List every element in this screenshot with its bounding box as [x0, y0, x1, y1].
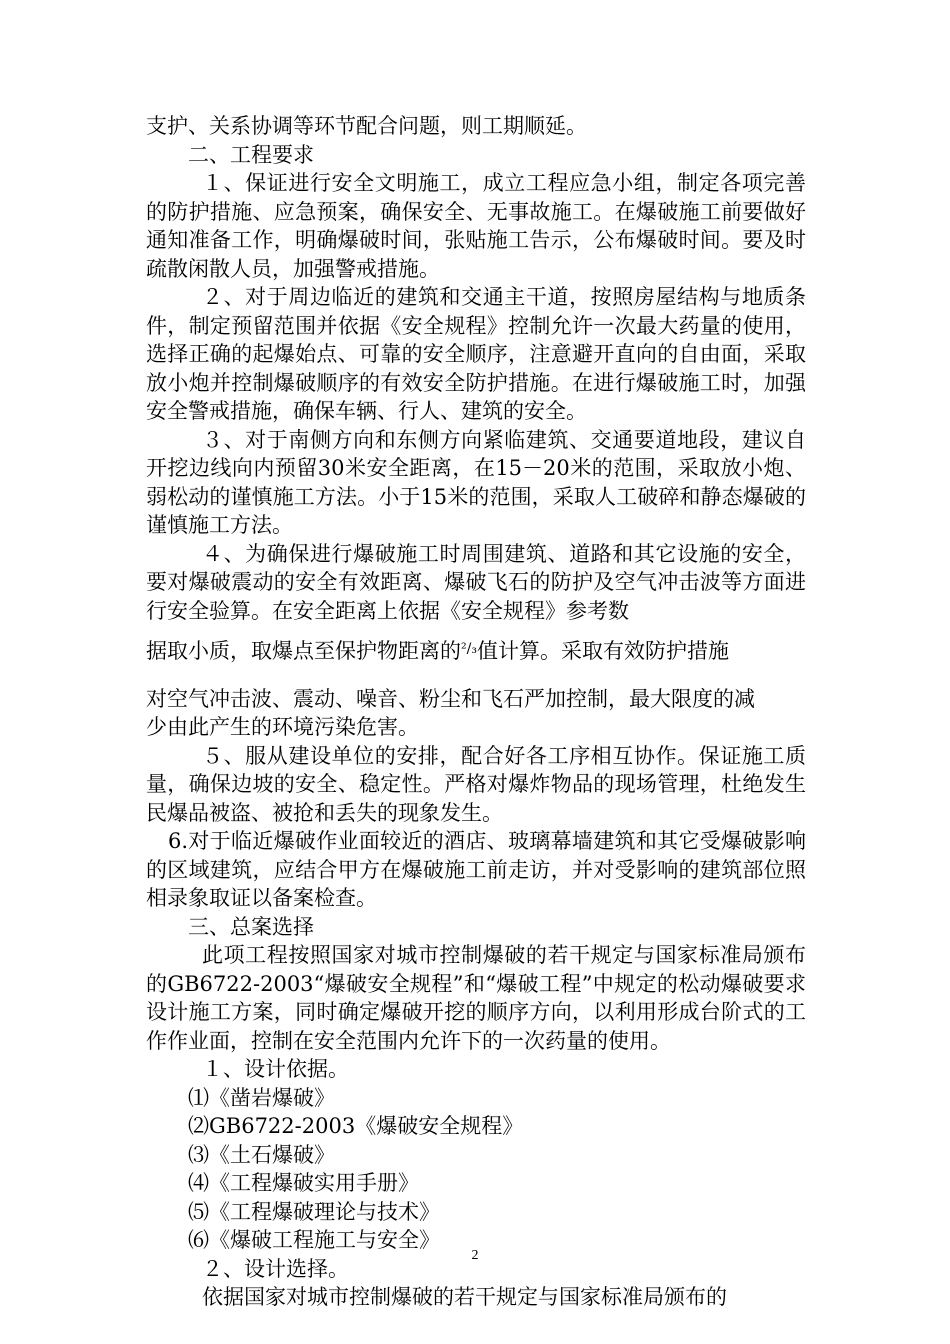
paragraph-requirement-4-fraction-line	[146, 625, 806, 675]
paragraph-plan-selection: 此项工程按照国家对城市控制爆破的若干规定与国家标准局颁布的GB6722-2003“爆破安全规程”和“爆破工程”中规定的松动爆破要求设计施工方案，同时确定爆破开挖的顺序方向，以利用形成台阶式的工作作业面，控制在安全范围内允许下的一次药量的使用。	[146, 943, 806, 1053]
reference-item: ⑶《土石爆破》	[188, 1142, 335, 1167]
reference-item: ⑸《工程爆破理论与技术》	[188, 1199, 440, 1224]
paragraph-line: 支护、关系协调等环节配合问题，则工期顺延。	[146, 114, 587, 138]
paragraph-requirement-3: ３、对于南侧方向和东侧方向紧临建筑、交通要道地段，建议自开挖边线向内预留30米安全距离，在15－20米的范围，采取放小炮、弱松动的谨慎施工方法。小于15米的范围，采取人工破碎和静态爆破的谨慎施工方法。	[146, 427, 806, 537]
paragraph-requirement-4-end: 少由此产生的环境污染危害。	[146, 715, 419, 739]
fraction-two-thirds: ²/₃	[461, 641, 477, 657]
paragraph-requirement-4-line-next: 对空气冲击波、震动、噪音、粉尘和飞石严加控制，最大限度的减	[146, 687, 755, 711]
paragraph-requirement-4: ４、为确保进行爆破施工时周围建筑、道路和其它设施的安全，要对爆破震动的安全有效距离、爆破飞石的防护及空气冲击波等方面进行安全验算。在安全距离上依据《安全规程》参考数	[146, 541, 806, 623]
fraction-line-start: 据取小质，取爆点至保护物距离的	[146, 639, 461, 663]
subheading-design-basis: １、设计依据。	[202, 1057, 349, 1081]
body-text	[146, 112, 806, 1312]
section-heading-plan-selection: 三、总案选择	[188, 914, 314, 939]
paragraph-requirement-2: ２、对于周边临近的建筑和交通主干道，按照房屋结构与地质条件，制定预留范围并依据《安全规程》控制允许一次最大药量的使用，选择正确的起爆始点、可靠的安全顺序，注意避开直向的自由面，采取放小炮并控制爆破顺序的有效安全防护措施。在进行爆破施工时，加强安全警戒措施，确保车辆、行人、建筑的安全。	[146, 285, 806, 423]
reference-item: ⑵GB6722-2003《爆破安全规程》	[188, 1114, 524, 1138]
section-heading-engineering-requirements: 二、工程要求	[188, 142, 314, 167]
reference-item: ⑹《爆破工程施工与安全》	[188, 1228, 440, 1252]
page-number: 2	[471, 1248, 479, 1263]
paragraph-requirement-5: ５、服从建设单位的安排，配合好各工序相互协作。保证施工质量，确保边坡的安全、稳定性。严格对爆炸物品的现场管理，杜绝发生民爆品被盗、被抢和丢失的现象发生。	[146, 743, 806, 825]
reference-item: ⑷《工程爆破实用手册》	[188, 1171, 419, 1195]
reference-item: ⑴《凿岩爆破》	[188, 1085, 335, 1110]
subheading-design-selection: ２、设计选择。	[202, 1256, 349, 1281]
fraction-line-end: 值计算。采取有效防护措施	[476, 639, 729, 663]
paragraph-design-selection: 依据国家对城市控制爆破的若干规定与国家标准局颁布的	[202, 1285, 727, 1309]
paragraph-requirement-1: １、保证进行安全文明施工，成立工程应急小组，制定各项完善的防护措施、应急预案，确保安全、无事故施工。在爆破施工前要做好通知准备工作，明确爆破时间，张贴施工告示，公布爆破时间。要及时疏散闲散人员，加强警戒措施。	[146, 171, 806, 281]
paragraph-requirement-6: 6.对于临近爆破作业面较近的酒店、玻璃幕墙建筑和其它受爆破影响的区域建筑，应结合甲方在爆破施工前走访，并对受影响的建筑部位照相录象取证以备案检查。	[146, 829, 806, 910]
